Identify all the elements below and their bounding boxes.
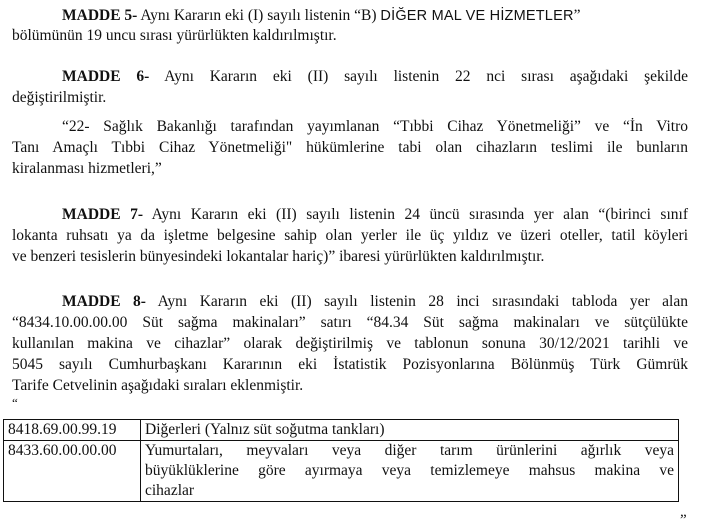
- article-5-text-a: Aynı Kararın eki (I) sayılı listenin “B): [137, 7, 381, 24]
- article-6-line-1: [12, 67, 688, 87]
- article-5-line-2: bölümünün 19 uncu sırası yürürlükten kaldırılmıştır.: [12, 27, 337, 44]
- article-5-text-b: DİĞER MAL VE HİZMETLER: [380, 8, 574, 24]
- article-8-close-quote: ”: [680, 512, 687, 528]
- tariff-description: [141, 441, 679, 502]
- article-8-line-3: kullanılan makina ve cihazlar” olarak değiştirilmiş ve tablonun sonuna 30/12/2021 tarihli ve: [12, 335, 688, 352]
- article-7-line-1: [12, 205, 688, 225]
- article-8-line-2: “8434.10.00.00.00 Süt sağma makinaları” satırı “84.34 Süt sağma makinaları ve sütçülükte: [12, 314, 688, 331]
- article-8-text: Aynı Kararın eki (II) sayılı listenin 28 inci sırasındaki tabloda yer alan: [145, 293, 688, 310]
- tariff-description: [141, 420, 679, 441]
- article-7-text: Aynı Kararın eki (II) sayılı listenin 24 üncü sırasında yer alan “(birinci sınıf: [142, 206, 688, 223]
- article-8-line-5: Tarife Cetvelinin aşağıdaki sıraları eklenmiştir.: [12, 377, 304, 394]
- table-row: [4, 441, 679, 502]
- article-8-line-4: 5045 sayılı Cumhurbaşkanı Kararının eki İstatistik Pozisyonlarına Bölünmüş Türk Gümrük: [12, 356, 688, 373]
- description-line: cihazlar: [145, 482, 195, 499]
- article-7-line-3: ve benzeri tesislerin bünyesindeki lokantalar hariç)” ibaresi yürürlükten kaldırılmıştır.: [12, 248, 545, 265]
- article-6-line-2: değiştirilmiştir.: [12, 89, 107, 106]
- description-line: Yumurtaları, meyvaları veya diğer tarım ürünlerini ağırlık veya: [145, 442, 674, 459]
- article-6-quote-line-3: kiralanması hizmetleri,”: [12, 160, 162, 177]
- tariff-code: 8418.69.00.99.19: [4, 420, 141, 441]
- description-line: Diğerleri (Yalnız süt soğutma tankları): [145, 421, 385, 438]
- tariff-code: 8433.60.00.00.00: [4, 441, 141, 502]
- article-6-quote-line-1: “22- Sağlık Bakanlığı tarafından yayımlanan “Tıbbi Cihaz Yönetmeliği” ve “İn Vitro: [62, 118, 688, 135]
- article-6-quote-line-2: Tanı Amaçlı Tıbbi Cihaz Yönetmeliği" hükümlerine tabi olan cihazların teslimi ile bunların: [12, 139, 688, 156]
- article-5-text-c: ”: [573, 7, 581, 24]
- article-8-line-1: [12, 292, 688, 312]
- article-5-heading: MADDE 5-: [62, 7, 138, 24]
- article-7-line-2: lokanta ruhsatı ya da işletme belgesine sahip olan yerler ile üç yıldız ve üzeri oteller, tatil köyleri: [12, 227, 688, 244]
- description-line: büyüklüklerine göre ayırmaya veya temizlemeye mahsus makina ve: [145, 462, 674, 479]
- article-5-line-1: [12, 6, 688, 26]
- article-7-heading: MADDE 7-: [62, 206, 143, 223]
- article-6-heading: MADDE 6-: [62, 68, 150, 85]
- article-8-heading: MADDE 8-: [62, 293, 146, 310]
- article-6-text: Aynı Kararın eki (II) sayılı listenin 22 nci sırası aşağıdaki şekilde: [149, 68, 688, 85]
- article-8-open-quote: “: [12, 395, 18, 410]
- table-row: [4, 420, 679, 441]
- tariff-table: [3, 419, 679, 502]
